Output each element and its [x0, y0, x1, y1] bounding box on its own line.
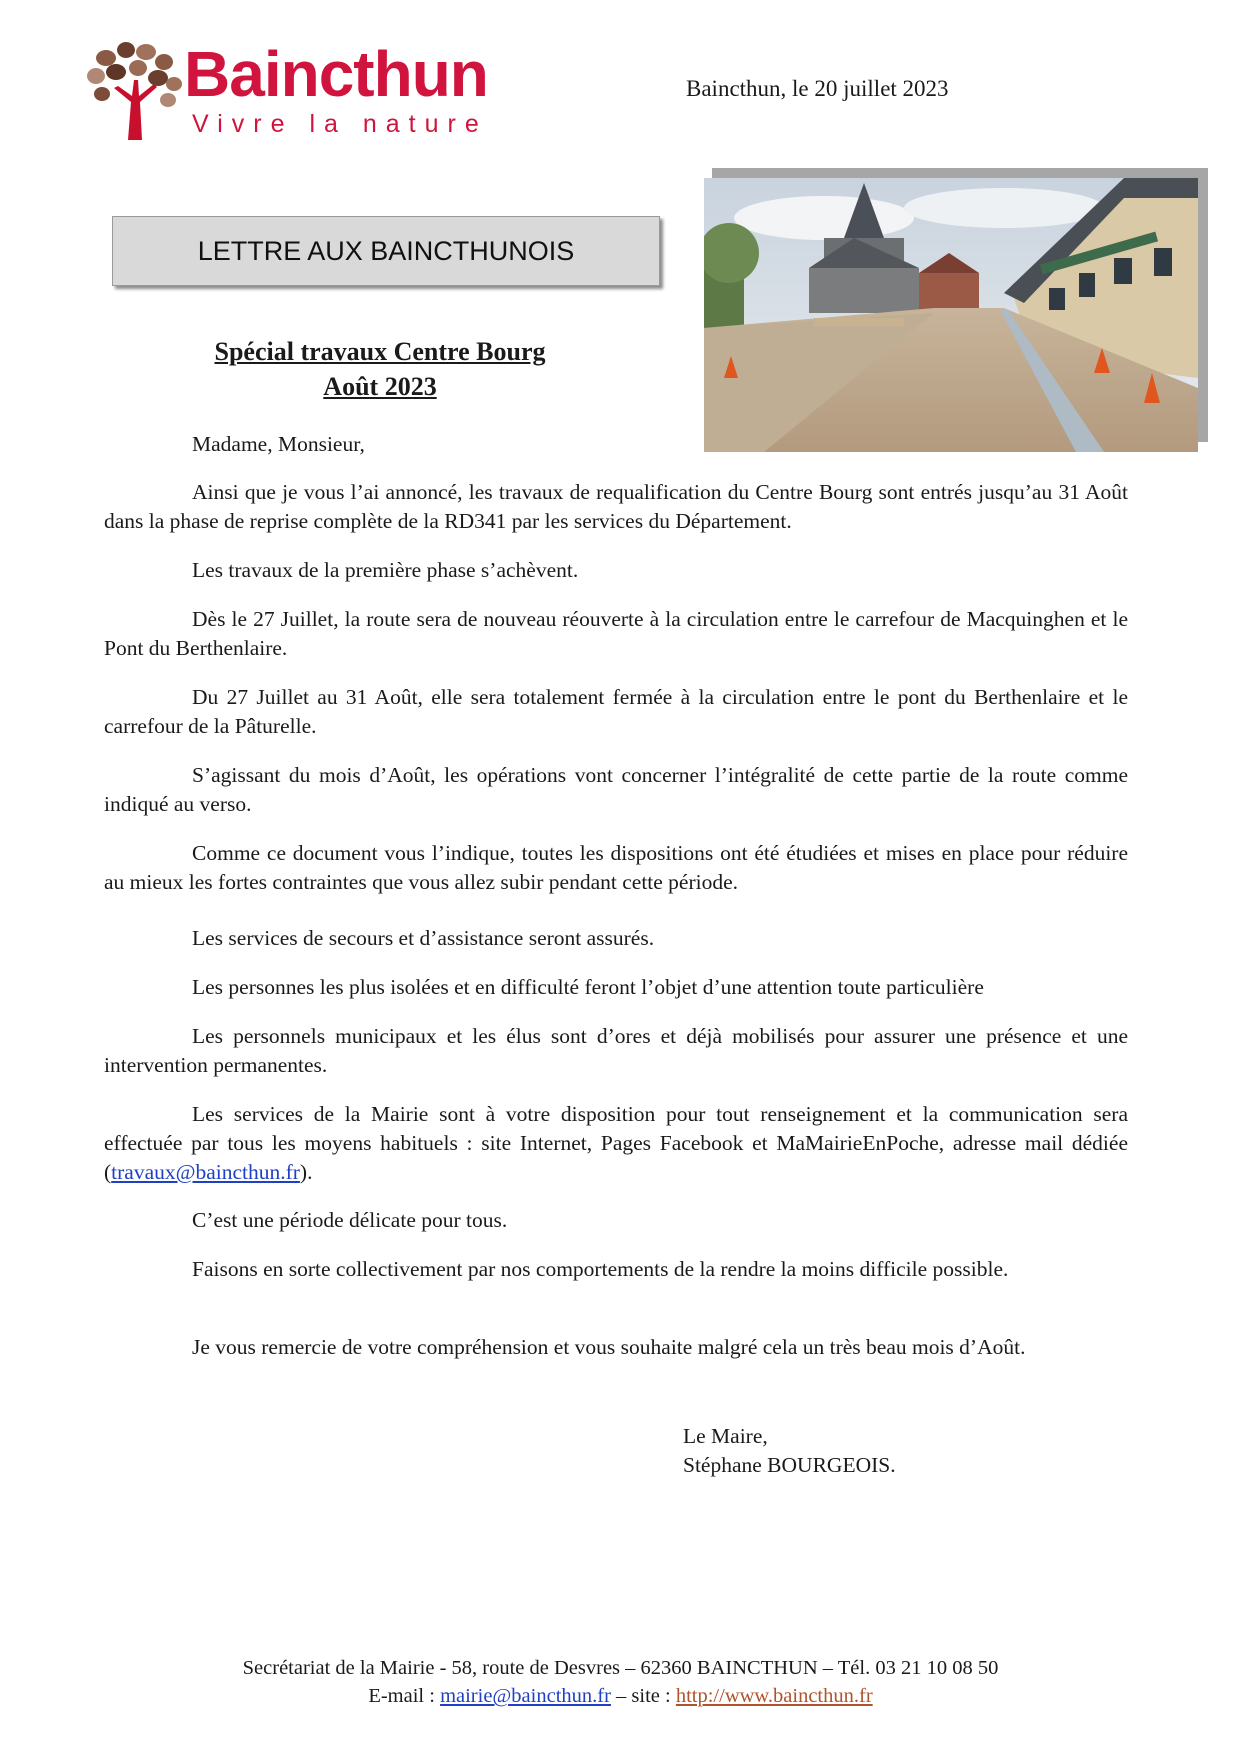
- services-text-end: ).: [299, 1160, 313, 1184]
- paragraph: [104, 761, 1128, 819]
- paragraph: [104, 1333, 1128, 1362]
- paragraph-text: Les personnels municipaux et les élus sont d’ores et déjà mobilisés pour assurer une présence et une intervention permanentes.: [104, 1024, 1128, 1077]
- paragraph: [104, 1255, 1128, 1284]
- paragraph-text: Les services de secours et d’assistance seront assurés.: [192, 926, 655, 950]
- footer-address: Secrétariat de la Mairie - 58, route de Desvres – 62360 BAINCTHUN – Tél. 03 21 10 08 50: [242, 1657, 999, 1679]
- travaux-email-link[interactable]: travaux@baincthun.fr: [111, 1160, 300, 1184]
- paragraph: [104, 556, 1128, 585]
- greeting: Madame, Monsieur,: [192, 432, 365, 456]
- signature-name: Stéphane BOURGEOIS.: [683, 1453, 896, 1477]
- services-paragraph: [104, 1100, 1128, 1187]
- subtitle: [160, 334, 600, 404]
- paragraph: [104, 478, 1128, 536]
- paragraph-text: Ainsi que je vous l’ai annoncé, les travaux de requalification du Centre Bourg sont entrés jusqu’au 31 Août dans la phase de reprise complète de la RD341 par les services du Département.: [104, 480, 1128, 533]
- footer: [0, 1654, 1241, 1710]
- footer-email-label: E-mail :: [368, 1685, 441, 1707]
- signature-role: Le Maire,: [683, 1424, 768, 1448]
- paragraph-text: Faisons en sorte collectivement par nos comportements de la rendre la moins difficile possible.: [192, 1257, 1009, 1281]
- paragraph: [104, 683, 1128, 741]
- mairie-email-link[interactable]: mairie@baincthun.fr: [440, 1685, 611, 1707]
- title-box: [112, 216, 660, 286]
- date-line: Baincthun, le 20 juillet 2023: [686, 76, 949, 101]
- paragraph-text: Les travaux de la première phase s’achèvent.: [192, 558, 579, 582]
- paragraph-text: Je vous remercie de votre compréhension et vous souhaite malgré cela un très beau mois d’Août.: [192, 1335, 1026, 1359]
- village-photo: [704, 178, 1198, 452]
- paragraph-text: Du 27 Juillet au 31 Août, elle sera totalement fermée à la circulation entre le pont du Berthenlaire et le carrefour de la Pâturelle.: [104, 685, 1128, 738]
- logo-name: Baincthun: [184, 38, 488, 110]
- paragraph: [104, 1022, 1128, 1080]
- footer-site-label: – site :: [610, 1685, 676, 1707]
- tree-logo-icon: [84, 40, 184, 140]
- paragraph: [104, 924, 1128, 953]
- subtitle-line-2: Août 2023: [323, 372, 437, 401]
- subtitle-line-1: Spécial travaux Centre Bourg: [214, 337, 546, 366]
- paragraph-text: Comme ce document vous l’indique, toutes les dispositions ont été étudiées et mises en place pour réduire au mieux les fortes contraintes que vous allez subir pendant cette période.: [104, 841, 1128, 894]
- paragraph-text: Les personnes les plus isolées et en difficulté feront l’objet d’une attention toute particulière: [192, 975, 984, 999]
- paragraph-text: Dès le 27 Juillet, la route sera de nouveau réouverte à la circulation entre le carrefour de Macquinghen et le Pont du Berthenlaire.: [104, 607, 1128, 660]
- signature: [683, 1422, 896, 1480]
- paragraph: [104, 1206, 1128, 1235]
- footer-contact: [0, 1682, 1241, 1710]
- website-link[interactable]: http://www.baincthun.fr: [675, 1685, 873, 1707]
- paragraph-text: C’est une période délicate pour tous.: [192, 1208, 508, 1232]
- paragraph-text: S’agissant du mois d’Août, les opérations vont concerner l’intégralité de cette partie de la route comme indiqué au verso.: [104, 763, 1128, 816]
- letter-title: LETTRE AUX BAINCTHUNOIS: [197, 235, 575, 266]
- services-text: Les services de la Mairie sont à votre disposition pour tout renseignement et la communication sera effectuée par tous les moyens habituels : site Internet, Pages Facebook et MaMairieEnPoche, adresse mail dédiée (: [104, 1102, 1128, 1184]
- logo-tagline: Vivre la nature: [192, 110, 488, 138]
- paragraph: [104, 973, 1128, 1002]
- paragraph: [104, 839, 1128, 897]
- logo: [84, 40, 514, 150]
- paragraph: [104, 605, 1128, 663]
